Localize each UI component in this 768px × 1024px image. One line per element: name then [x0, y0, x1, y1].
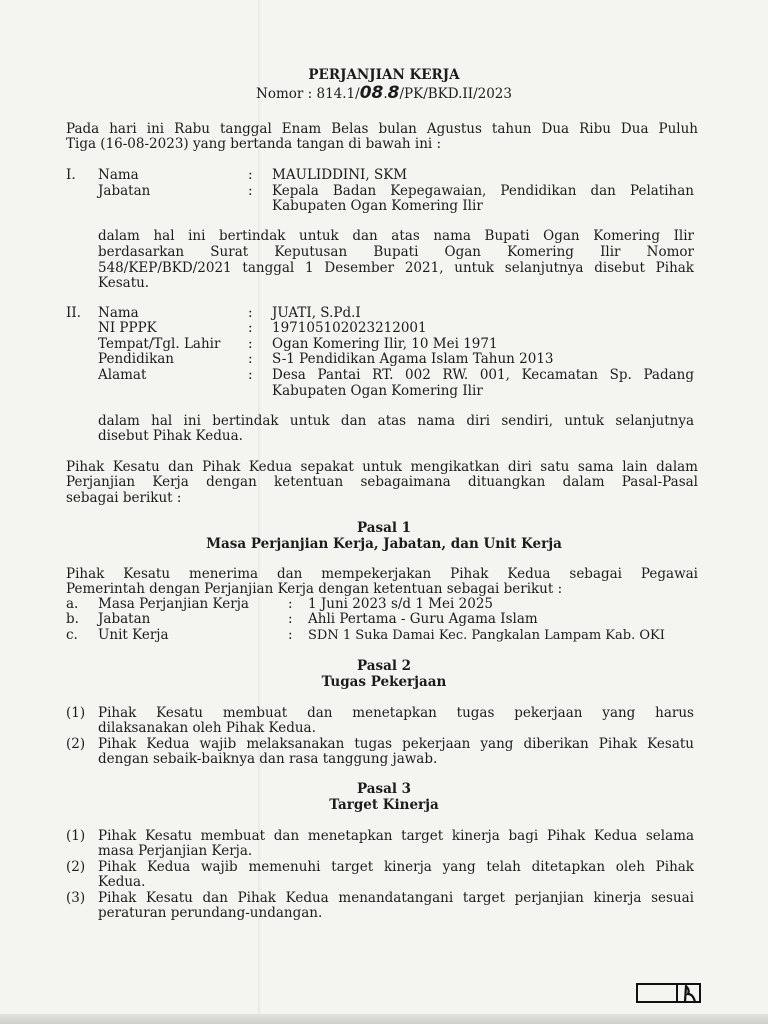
agreement-line-1: Pihak Kesatu dan Pihak Kedua sepakat untuk mengikatkan diri satu sama lain dalam [66, 459, 698, 475]
pasal3-item-3-line-2: peraturan perundang-undangan. [98, 905, 323, 921]
agreement-line-2: Perjanjian Kerja dengan ketentuan sebagaimana dituangkan dalam Pasal-Pasal [66, 474, 698, 490]
party2-desc-line-1: dalam hal ini bertindak untuk dan atas nama diri sendiri, untuk selanjutnya [98, 413, 694, 429]
party2-address-value-2: Kabupaten Ogan Komering Ilir [272, 383, 483, 399]
pasal1-subheading: Masa Perjanjian Kerja, Jabatan, dan Unit Kerja [206, 536, 562, 552]
number-handwritten-1: 08 [359, 83, 384, 103]
pasal1-item-c-label: Unit Kerja [98, 627, 169, 643]
party1-position-colon: : [248, 183, 253, 199]
party2-name-value: JUATI, S.Pd.I [272, 305, 361, 321]
party1-name-label: Nama [98, 167, 139, 183]
paraf-initial-box [636, 982, 702, 1004]
party2-nipppk-value: 197105102023212001 [272, 320, 427, 336]
party2-education-label: Pendidikan [98, 351, 175, 367]
document-number [0, 83, 768, 103]
pasal2-item-1-line-1: Pihak Kesatu membuat dan menetapkan tugas pekerjaan yang harus [98, 705, 694, 721]
scan-bottom-edge [0, 1014, 768, 1024]
party2-nipppk-colon: : [248, 320, 253, 336]
party1-position-label: Jabatan [98, 183, 151, 199]
pasal1-item-c-mark: c. [66, 627, 78, 643]
pasal1-item-b-value: Ahli Pertama - Guru Agama Islam [308, 611, 538, 627]
party2-address-label: Alamat [98, 367, 147, 383]
number-prefix: Nomor : [256, 86, 313, 102]
pasal1-item-b-label: Jabatan [98, 611, 151, 627]
pasal1-item-c-colon: : [288, 627, 293, 643]
pasal3-item-2-line-2: Kedua. [98, 874, 146, 890]
document-title: PERJANJIAN KERJA [308, 67, 460, 83]
number-part2: /PK/BKD.II/2023 [399, 86, 512, 102]
party1-name-value: MAULIDDINI, SKM [272, 167, 408, 183]
number-part1: 814.1/ [316, 86, 360, 102]
party1-number: I. [66, 167, 76, 183]
pasal3-item-2-line-1: Pihak Kedua wajib memenuhi target kinerja yang telah ditetapkan oleh Pihak [98, 859, 694, 875]
party2-birth-value: Ogan Komering Ilir, 10 Mei 1971 [272, 336, 498, 352]
pasal1-item-c-value: SDN 1 Suka Damai Kec. Pangkalan Lampam Kab. OKI [308, 628, 665, 643]
pasal1-item-a-value: 1 Juni 2023 s/d 1 Mei 2025 [308, 596, 494, 612]
party2-birth-colon: : [248, 336, 253, 352]
pasal1-item-b-mark: b. [66, 611, 79, 627]
party2-education-colon: : [248, 351, 253, 367]
party1-position-value-2: Kabupaten Ogan Komering Ilir [272, 198, 483, 214]
pasal1-heading: Pasal 1 [356, 520, 412, 536]
pasal3-item-1-line-1: Pihak Kesatu membuat dan menetapkan target kinerja bagi Pihak Kedua selama [98, 828, 694, 844]
pasal1-item-a-colon: : [288, 596, 293, 612]
pasal3-item-1-mark: (1) [66, 828, 86, 844]
pasal3-item-3-line-1: Pihak Kesatu dan Pihak Kedua menandatangani target perjanjian kinerja sesuai [98, 890, 694, 906]
party1-desc-line-1: dalam hal ini bertindak untuk dan atas nama Bupati Ogan Komering Ilir [98, 228, 694, 244]
pasal1-text-line-2: Pemerintah dengan Perjanjian Kerja dengan ketentuan sebagai berikut : [66, 581, 563, 597]
pasal2-heading: Pasal 2 [356, 658, 412, 674]
party1-desc-line-3: 548/KEP/BKD/2021 tanggal 1 Desember 2021, untuk selanjutnya disebut Pihak [98, 260, 694, 276]
party2-nipppk-label: NI PPPK [98, 320, 157, 336]
pasal3-item-3-mark: (3) [66, 890, 86, 906]
pasal1-item-a-label: Masa Perjanjian Kerja [98, 596, 249, 612]
party2-address-value: Desa Pantai RT. 002 RW. 001, Kecamatan Sp. Padang [272, 367, 694, 383]
party2-number: II. [66, 305, 81, 321]
pasal1-item-b-colon: : [288, 611, 293, 627]
pasal1-item-a-mark: a. [66, 596, 79, 612]
agreement-line-3: sebagai berikut : [66, 490, 182, 506]
party2-birth-label: Tempat/Tgl. Lahir [98, 336, 221, 352]
pasal3-item-2-mark: (2) [66, 859, 86, 875]
intro-line-1: Pada hari ini Rabu tanggal Enam Belas bulan Agustus tahun Dua Ribu Dua Puluh [66, 121, 698, 137]
party1-desc-line-2: berdasarkan Surat Keputusan Bupati Ogan Komering Ilir Nomor [98, 244, 694, 260]
pasal1-text-line-1: Pihak Kesatu menerima dan mempekerjakan Pihak Kedua sebagai Pegawai [66, 566, 698, 582]
pasal3-item-1-line-2: masa Perjanjian Kerja. [98, 843, 253, 859]
intro-line-2: Tiga (16-08-2023) yang bertanda tangan di bawah ini : [66, 136, 442, 152]
party2-name-label: Nama [98, 305, 139, 321]
party2-desc-line-2: disebut Pihak Kedua. [98, 428, 243, 444]
party2-education-value: S-1 Pendidikan Agama Islam Tahun 2013 [272, 351, 554, 367]
party2-address-colon: : [248, 367, 253, 383]
number-handwritten-2: 8 [387, 83, 400, 103]
pasal2-subheading: Tugas Pekerjaan [321, 674, 447, 690]
party2-name-colon: : [248, 305, 253, 321]
pasal3-subheading: Target Kinerja [329, 797, 439, 813]
party1-position-value: Kepala Badan Kepegawaian, Pendidikan dan Pelatihan [272, 183, 694, 199]
pasal2-item-2-mark: (2) [66, 736, 86, 752]
pasal2-item-1-line-2: dilaksanakan oleh Pihak Kedua. [98, 720, 316, 736]
party1-desc-line-4: Kesatu. [98, 275, 150, 291]
pasal2-item-2-line-2: dengan sebaik-baiknya dan rasa tanggung jawab. [98, 751, 438, 767]
party1-name-colon: : [248, 167, 253, 183]
number-dot: . [383, 86, 388, 102]
pasal2-item-1-mark: (1) [66, 705, 86, 721]
pasal2-item-2-line-1: Pihak Kedua wajib melaksanakan tugas pekerjaan yang diberikan Pihak Kesatu [98, 736, 694, 752]
pasal3-heading: Pasal 3 [356, 781, 412, 797]
